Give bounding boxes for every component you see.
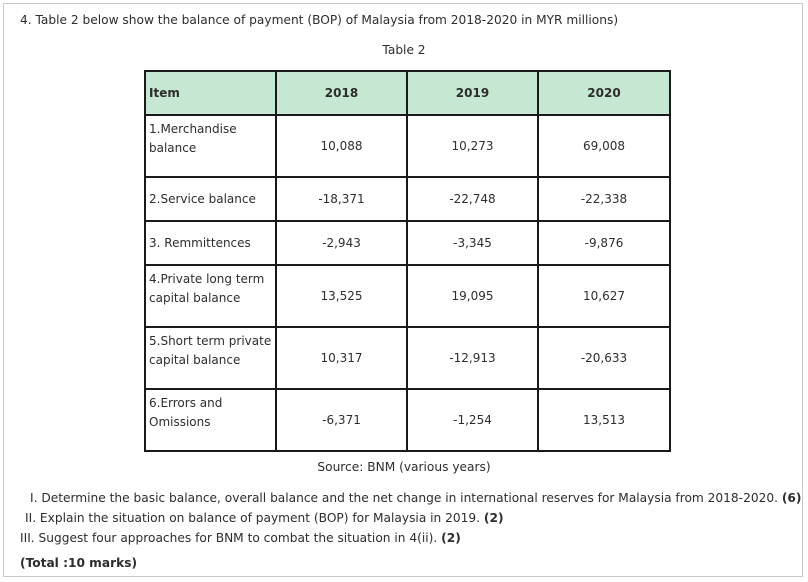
- row-value: 13,525: [276, 265, 407, 327]
- sub-question-marks: (2): [441, 531, 461, 545]
- row-value: -2,943: [276, 221, 407, 265]
- row-value: -1,254: [407, 389, 538, 451]
- table-row: [145, 389, 670, 451]
- row-value: -22,748: [407, 177, 538, 221]
- row-value: 19,095: [407, 265, 538, 327]
- row-value: -12,913: [407, 327, 538, 389]
- question-text: 4. Table 2 below show the balance of payment (BOP) of Malaysia from 2018-2020 in MYR millions): [20, 13, 619, 27]
- row-item-label: 3. Remmittences: [145, 221, 276, 265]
- row-value: -9,876: [538, 221, 670, 265]
- sub-question-3: [20, 528, 801, 548]
- row-item-label: 2.Service balance: [145, 177, 276, 221]
- table-row: [145, 327, 670, 389]
- table-row: [145, 265, 670, 327]
- row-value: 10,088: [276, 115, 407, 177]
- table-row: [145, 115, 670, 177]
- row-item-label: 1.Merchandise balance: [145, 115, 276, 177]
- row-item-label: 5.Short term private capital balance: [145, 327, 276, 389]
- total-marks: (Total :10 marks): [20, 556, 138, 570]
- sub-question-marks: (2): [483, 511, 504, 525]
- row-item-label: 6.Errors and Omissions: [145, 389, 276, 451]
- header-2020: 2020: [538, 71, 670, 115]
- header-2019: 2019: [407, 71, 538, 115]
- row-value: -18,371: [276, 177, 407, 221]
- sub-question-text: III. Suggest four approaches for BNM to combat the situation in 4(ii).: [20, 531, 438, 545]
- sub-question-1: [20, 488, 801, 508]
- row-value: 13,513: [538, 389, 670, 451]
- table-source: Source: BNM (various years): [317, 460, 491, 474]
- row-value: 10,317: [276, 327, 407, 389]
- sub-question-text: II. Explain the situation on balance of payment (BOP) for Malaysia in 2019.: [25, 511, 481, 525]
- sub-question-2: [20, 508, 801, 528]
- table-row: [145, 177, 670, 221]
- bop-table: [144, 70, 671, 452]
- table-header-row: [145, 71, 670, 115]
- header-item: Item: [145, 71, 276, 115]
- header-2018: 2018: [276, 71, 407, 115]
- row-value: 10,627: [538, 265, 670, 327]
- table-caption: Table 2: [382, 43, 426, 57]
- row-value: 69,008: [538, 115, 670, 177]
- row-value: 10,273: [407, 115, 538, 177]
- row-value: -3,345: [407, 221, 538, 265]
- row-value: -6,371: [276, 389, 407, 451]
- sub-question-marks: (6): [781, 491, 802, 505]
- sub-question-text: I. Determine the basic balance, overall balance and the net change in international reserves for Malaysia from 2018-2020.: [30, 491, 778, 505]
- table-row: [145, 221, 670, 265]
- row-value: -20,633: [538, 327, 670, 389]
- sub-question-list: [20, 488, 801, 548]
- row-value: -22,338: [538, 177, 670, 221]
- row-item-label: 4.Private long term capital balance: [145, 265, 276, 327]
